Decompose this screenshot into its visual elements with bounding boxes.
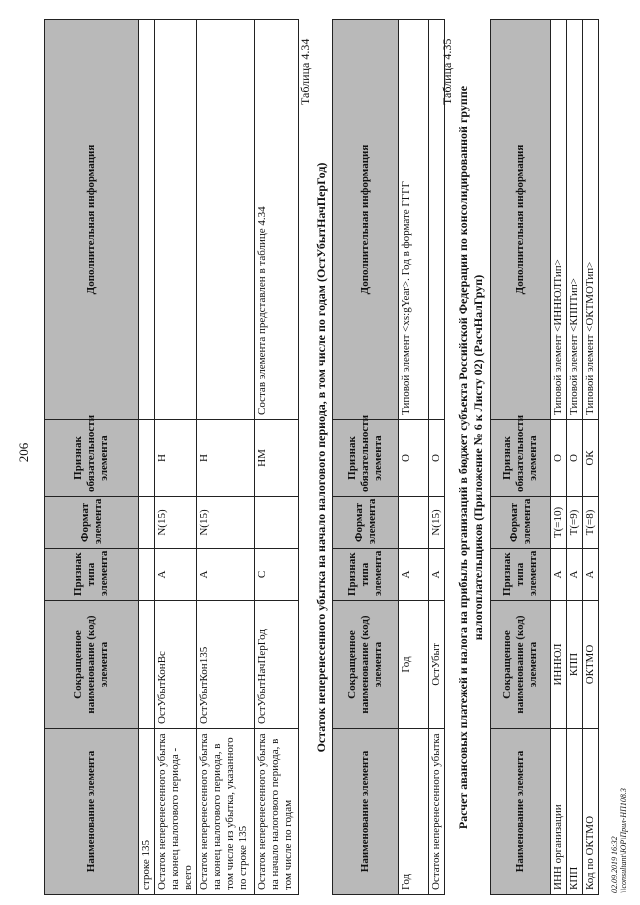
cell-required: Н — [155, 420, 197, 497]
cell-code: ОКТМО — [583, 601, 599, 729]
cell-format: N(15) — [155, 497, 197, 549]
page-number: 206 — [16, 442, 31, 463]
header-type: Признак типа элемента — [45, 549, 139, 601]
table-heading-4-34: Остаток неперенесенного убытка на начало налогового периода, в том числе по годам (ОстУбытНачПерГод) — [314, 162, 328, 753]
cell-type: А — [551, 549, 567, 601]
cell-required: О — [429, 420, 445, 497]
cell-code: КПП — [567, 601, 583, 729]
cell-info — [155, 20, 197, 420]
table-row — [255, 20, 299, 895]
header-name: Наименование элемента — [491, 729, 551, 895]
header-code: Сокращенное наименование (код) элемента — [491, 601, 551, 729]
header-required: Признак обязательности элемента — [333, 420, 399, 497]
cell-code: ОстУбытНачПерГод — [255, 601, 299, 729]
header-code: Сокращенное наименование (код) элемента — [45, 601, 139, 729]
cell-name: Год — [399, 729, 429, 895]
header-info: Дополнительная информация — [333, 20, 399, 420]
cell-name: КПП — [567, 729, 583, 895]
header-name: Наименование элемента — [45, 729, 139, 895]
header-format: Формат элемента — [333, 497, 399, 549]
cell-info: Типовой элемент <ОКТМОТип> — [583, 20, 599, 420]
footer-path: \\consultant\ЮР\Прил-НП108.3 — [619, 788, 628, 893]
table-row — [155, 20, 197, 895]
cell-name: Остаток неперенесенного убытка на начало налогового периода, в том числе по годам — [255, 729, 299, 895]
cell-format: T(=8) — [583, 497, 599, 549]
cell-code: Год — [399, 601, 429, 729]
cell-type: А — [155, 549, 197, 601]
cell-info: Состав элемента представлен в таблице 4.34 — [255, 20, 299, 420]
table-4-34 — [332, 19, 445, 895]
header-required: Признак обязательности элемента — [45, 420, 139, 497]
table-row — [551, 20, 567, 895]
cell-code: ОстУбытКон135 — [197, 601, 255, 729]
table-continuation — [44, 19, 299, 895]
cell-code: ОстУбыт — [429, 601, 445, 729]
table-row — [399, 20, 429, 895]
header-name: Наименование элемента — [333, 729, 399, 895]
table-row — [197, 20, 255, 895]
cell-type: А — [567, 549, 583, 601]
cell-format: N(15) — [429, 497, 445, 549]
cell-name: Остаток неперенесенного убытка на конец налогового периода - всего — [155, 729, 197, 895]
cell-type: А — [429, 549, 445, 601]
header-type: Признак типа элемента — [333, 549, 399, 601]
cell-format — [255, 497, 299, 549]
cell-code: ИННЮЛ — [551, 601, 567, 729]
cell-code: ОстУбытКонВс — [155, 601, 197, 729]
cell-name: строке 135 — [139, 729, 155, 895]
cell-info: Типовой элемент <ИННЮЛТип> — [551, 20, 567, 420]
footer-note — [610, 788, 628, 893]
table-4-35 — [490, 19, 599, 895]
cell-info — [139, 20, 155, 420]
table-heading-4-35: Расчет авансовых платежей и налога на прибыль организаций в бюджет субъекта Российской Федерации по консолидированной группе налогоплательщиков (Приложение № 6 к Листу 02) (РасчНалГруп) — [456, 85, 485, 830]
table-caption-4-34: Таблица 4.34 — [298, 38, 312, 105]
cell-name: ИНН организации — [551, 729, 567, 895]
table-row — [567, 20, 583, 895]
header-info: Дополнительная информация — [491, 20, 551, 420]
cell-type: А — [399, 549, 429, 601]
footer-date: 02.09.2019 16:32 — [610, 836, 619, 893]
cell-info: Типовой элемент <xs:gYear>. Год в формате ГГГГ — [399, 20, 429, 420]
cell-required: О — [567, 420, 583, 497]
cell-required: ОК — [583, 420, 599, 497]
cell-required: О — [399, 420, 429, 497]
header-info: Дополнительная информация — [45, 20, 139, 420]
cell-required: О — [551, 420, 567, 497]
header-type: Признак типа элемента — [491, 549, 551, 601]
header-format: Формат элемента — [45, 497, 139, 549]
cell-required: НМ — [255, 420, 299, 497]
cell-required — [139, 420, 155, 497]
cell-format — [139, 497, 155, 549]
cell-name: Остаток неперенесенного убытка на конец налогового периода, в том числе из убытка, указанного по строке 135 — [197, 729, 255, 895]
cell-type: А — [197, 549, 255, 601]
cell-format: N(15) — [197, 497, 255, 549]
cell-info — [197, 20, 255, 420]
table-row — [583, 20, 599, 895]
header-code: Сокращенное наименование (код) элемента — [333, 601, 399, 729]
table-row — [139, 20, 155, 895]
cell-info: Типовой элемент <КППТип> — [567, 20, 583, 420]
cell-name: Код по ОКТМО — [583, 729, 599, 895]
cell-name: Остаток неперенесенного убытка — [429, 729, 445, 895]
cell-format — [399, 497, 429, 549]
header-format: Формат элемента — [491, 497, 551, 549]
cell-type — [139, 549, 155, 601]
cell-required: Н — [197, 420, 255, 497]
cell-code — [139, 601, 155, 729]
cell-type: А — [583, 549, 599, 601]
table-caption-4-35: Таблица 4.35 — [440, 38, 454, 105]
cell-format: T(=9) — [567, 497, 583, 549]
table-row — [429, 20, 445, 895]
header-required: Признак обязательности элемента — [491, 420, 551, 497]
cell-format: T(=10) — [551, 497, 567, 549]
cell-type: С — [255, 549, 299, 601]
